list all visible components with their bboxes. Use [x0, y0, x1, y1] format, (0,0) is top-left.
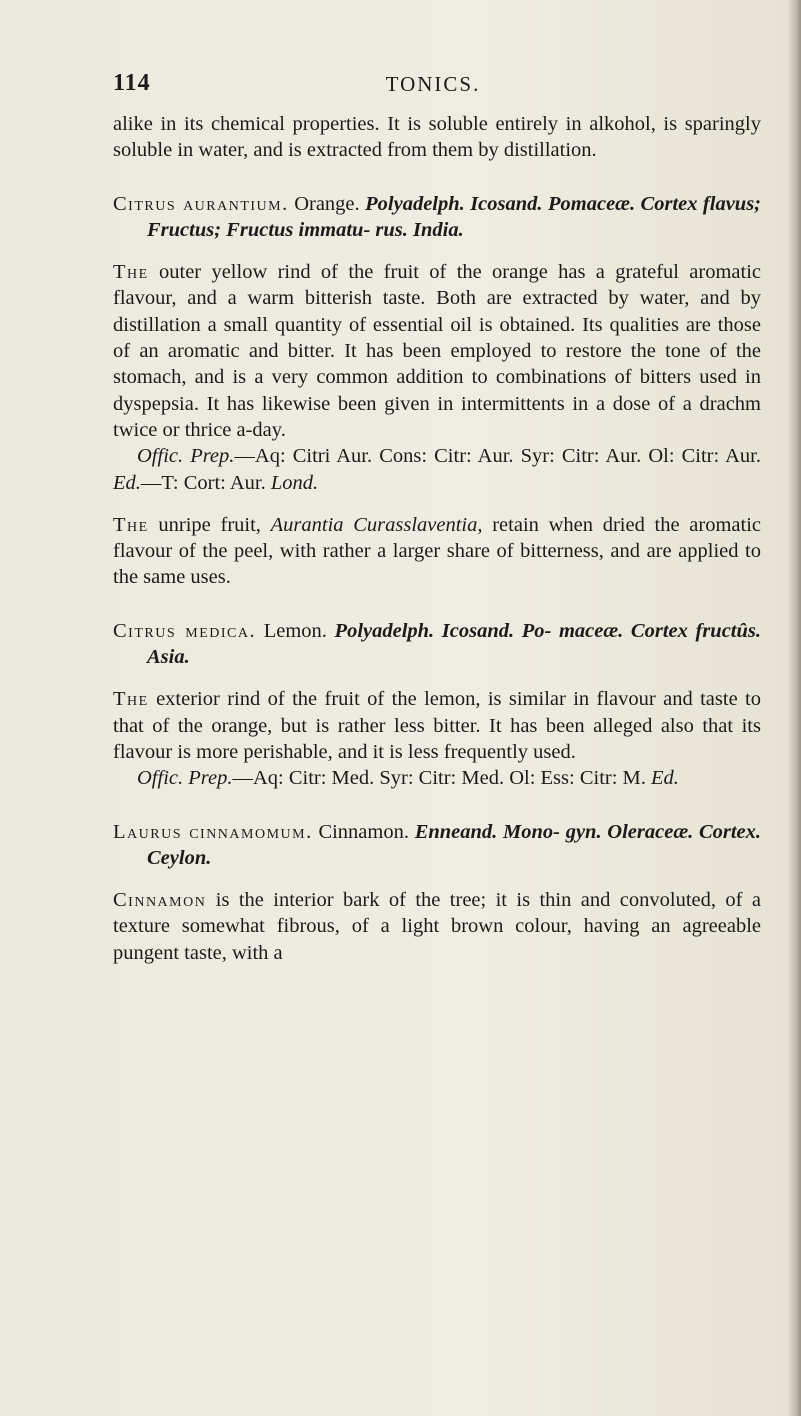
running-head: TONICS.: [385, 72, 481, 96]
cinnamon-paragraph-1: [113, 887, 761, 966]
paragraph-text: retain when dried the aromatic flavour of the peel, with rather a larger share of bitterness, and are applied to the same uses.: [113, 513, 762, 589]
intro-paragraph: [113, 111, 761, 164]
classification: Polyadelph. Icosand.: [365, 192, 543, 215]
page-body: [113, 111, 761, 966]
lead-word: Cinnamon: [113, 889, 207, 912]
lemon-paragraph-1: [113, 686, 761, 765]
lead-word: The: [113, 688, 149, 711]
classification-line: Pomaceæ. Cortex flavus; Fructus; Fructus immatu-: [147, 192, 762, 241]
paragraph-text: outer yellow rind of the fruit of the orange has a grateful aromatic flavour, and a warm bitterish taste. Both are extracted by water, and by distillation a small quantity of essential oil is obtained. Its qualities are those of an aromatic and bitter. It has been employed to restore the tone of the stomach, and is a very common addition to combinations of bitters used in dyspepsia. It has likewise been given in intermittents in a dose of a drachm twice or thrice a-day.: [113, 261, 761, 441]
entry-heading-lemon: [113, 618, 761, 671]
classification-line: rus. India.: [375, 218, 464, 241]
common-name: Cinnamon.: [318, 820, 409, 843]
orange-paragraph-2: [113, 512, 761, 591]
paragraph-text: is the interior bark of the tree; it is thin and convoluted, of a texture somewhat fibrous, of a light brown colour, having an agreeable pungent taste, with a: [113, 889, 761, 964]
species-name: Laurus cinnamomum.: [113, 820, 313, 843]
species-name: Citrus aurantium.: [113, 192, 289, 215]
paragraph-text: unripe fruit,: [158, 513, 261, 536]
lemon-offic-prep: [113, 765, 761, 791]
page-edge-shadow: [787, 0, 801, 1416]
classification-line: gyn. Oleraceæ. Cortex. Ceylon.: [147, 820, 762, 869]
orange-paragraph-1: [113, 259, 761, 443]
orange-offic-prep: [113, 443, 761, 496]
page-header: [113, 70, 753, 100]
page-number: 114: [113, 70, 151, 96]
offic-ed: Ed.: [113, 471, 141, 494]
latin-term: Aurantia Curasslaventia,: [270, 513, 483, 536]
offic-text: —Aq: Citri Aur. Cons: Citr: Aur. Syr: Citr: Aur. Ol: Citr: Aur.: [234, 445, 761, 468]
classification: Polyadelph. Icosand. Po-: [334, 619, 552, 642]
offic-text: —Aq: Citr: Med. Syr: Citr: Med. Ol: Ess: Citr: M.: [232, 767, 646, 790]
entry-heading-orange: [113, 191, 761, 244]
common-name: Orange.: [294, 192, 360, 215]
offic-ed: Ed.: [651, 767, 679, 790]
classification: Enneand. Mono-: [414, 820, 560, 843]
common-name: Lemon.: [263, 619, 327, 642]
intro-line: alkohol, is sparingly soluble in water, and is extracted: [113, 113, 762, 162]
paragraph-text: exterior rind of the fruit of the lemon, is similar in flavour and taste to that of the orange, but is rather less bitter. It has been alleged also that its flavour is more perishable, and it is less frequently used.: [113, 688, 762, 763]
intro-line: from them by distillation.: [387, 139, 597, 162]
offic-lond: Lond.: [270, 471, 319, 494]
lead-word: The: [113, 261, 149, 284]
entry-heading-cinnamon: [113, 819, 761, 872]
intro-line: alike in its chemical properties. It is soluble entirely in: [113, 113, 582, 135]
classification-line: maceæ. Cortex fructûs. Asia.: [147, 619, 761, 669]
lead-word: The: [113, 513, 149, 536]
species-name: Citrus medica.: [113, 619, 257, 642]
offic-text: —T: Cort: Aur.: [140, 471, 266, 494]
offic-label: Offic. Prep.: [137, 767, 233, 790]
offic-label: Offic. Prep.: [137, 445, 235, 468]
